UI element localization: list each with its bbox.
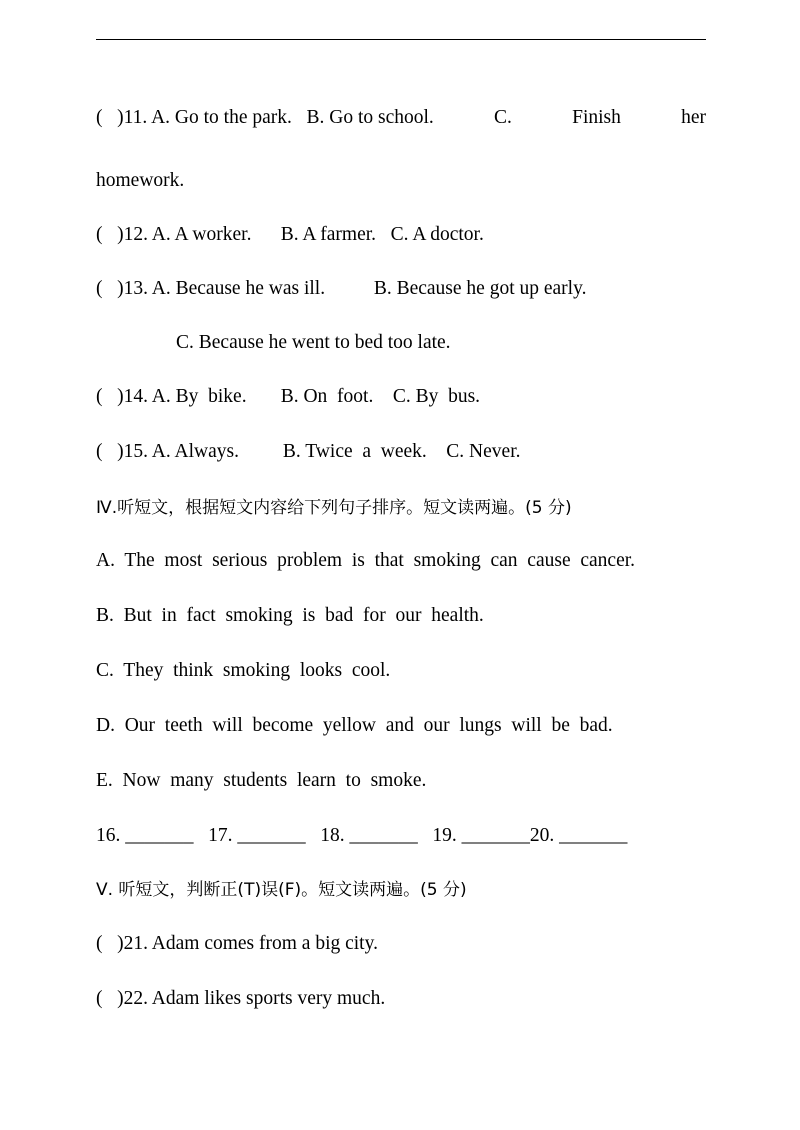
sentence-e: E. Now many students learn to smoke. — [96, 770, 427, 791]
question-11-options-ab: ( )11. A. Go to the park. B. Go to school. — [96, 107, 434, 128]
section-4-heading: Ⅳ.听短文，根据短文内容给下列句子排序。短文读两遍。(5 分) — [96, 498, 572, 518]
sentence-d: D. Our teeth will become yellow and our lungs will be bad. — [96, 715, 613, 736]
question-11-option-c-word2: her — [681, 107, 706, 128]
sentence-a: A. The most serious problem is that smoking can cause cancer. — [96, 550, 636, 571]
question-14: ( )14. A. By bike. B. On foot. C. By bus. — [96, 386, 481, 407]
sentence-c: C. They think smoking looks cool. — [96, 660, 391, 681]
question-11-option-c-word1: Finish — [572, 107, 621, 128]
section-5-heading: Ⅴ. 听短文，判断正(T)误(F)。短文读两遍。(5 分) — [96, 880, 467, 900]
question-22: ( )22. Adam likes sports very much. — [96, 988, 386, 1009]
question-15: ( )15. A. Always. B. Twice a week. C. Never. — [96, 441, 521, 462]
answer-blanks: 16. _______ 17. _______ 18. _______ 19. _______20. _______ — [96, 825, 628, 846]
question-11-continuation: homework. — [96, 170, 185, 191]
question-12: ( )12. A. A worker. B. A farmer. C. A doctor. — [96, 224, 484, 245]
question-13-line1: ( )13. A. Because he was ill. B. Because he got up early. — [96, 278, 587, 299]
question-11-option-c-label: C. — [494, 107, 512, 128]
question-21: ( )21. Adam comes from a big city. — [96, 933, 378, 954]
header-rule — [96, 39, 706, 40]
question-13-line2: C. Because he went to bed too late. — [176, 332, 451, 353]
sentence-b: B. But in fact smoking is bad for our health. — [96, 605, 484, 626]
question-11 — [96, 106, 706, 130]
